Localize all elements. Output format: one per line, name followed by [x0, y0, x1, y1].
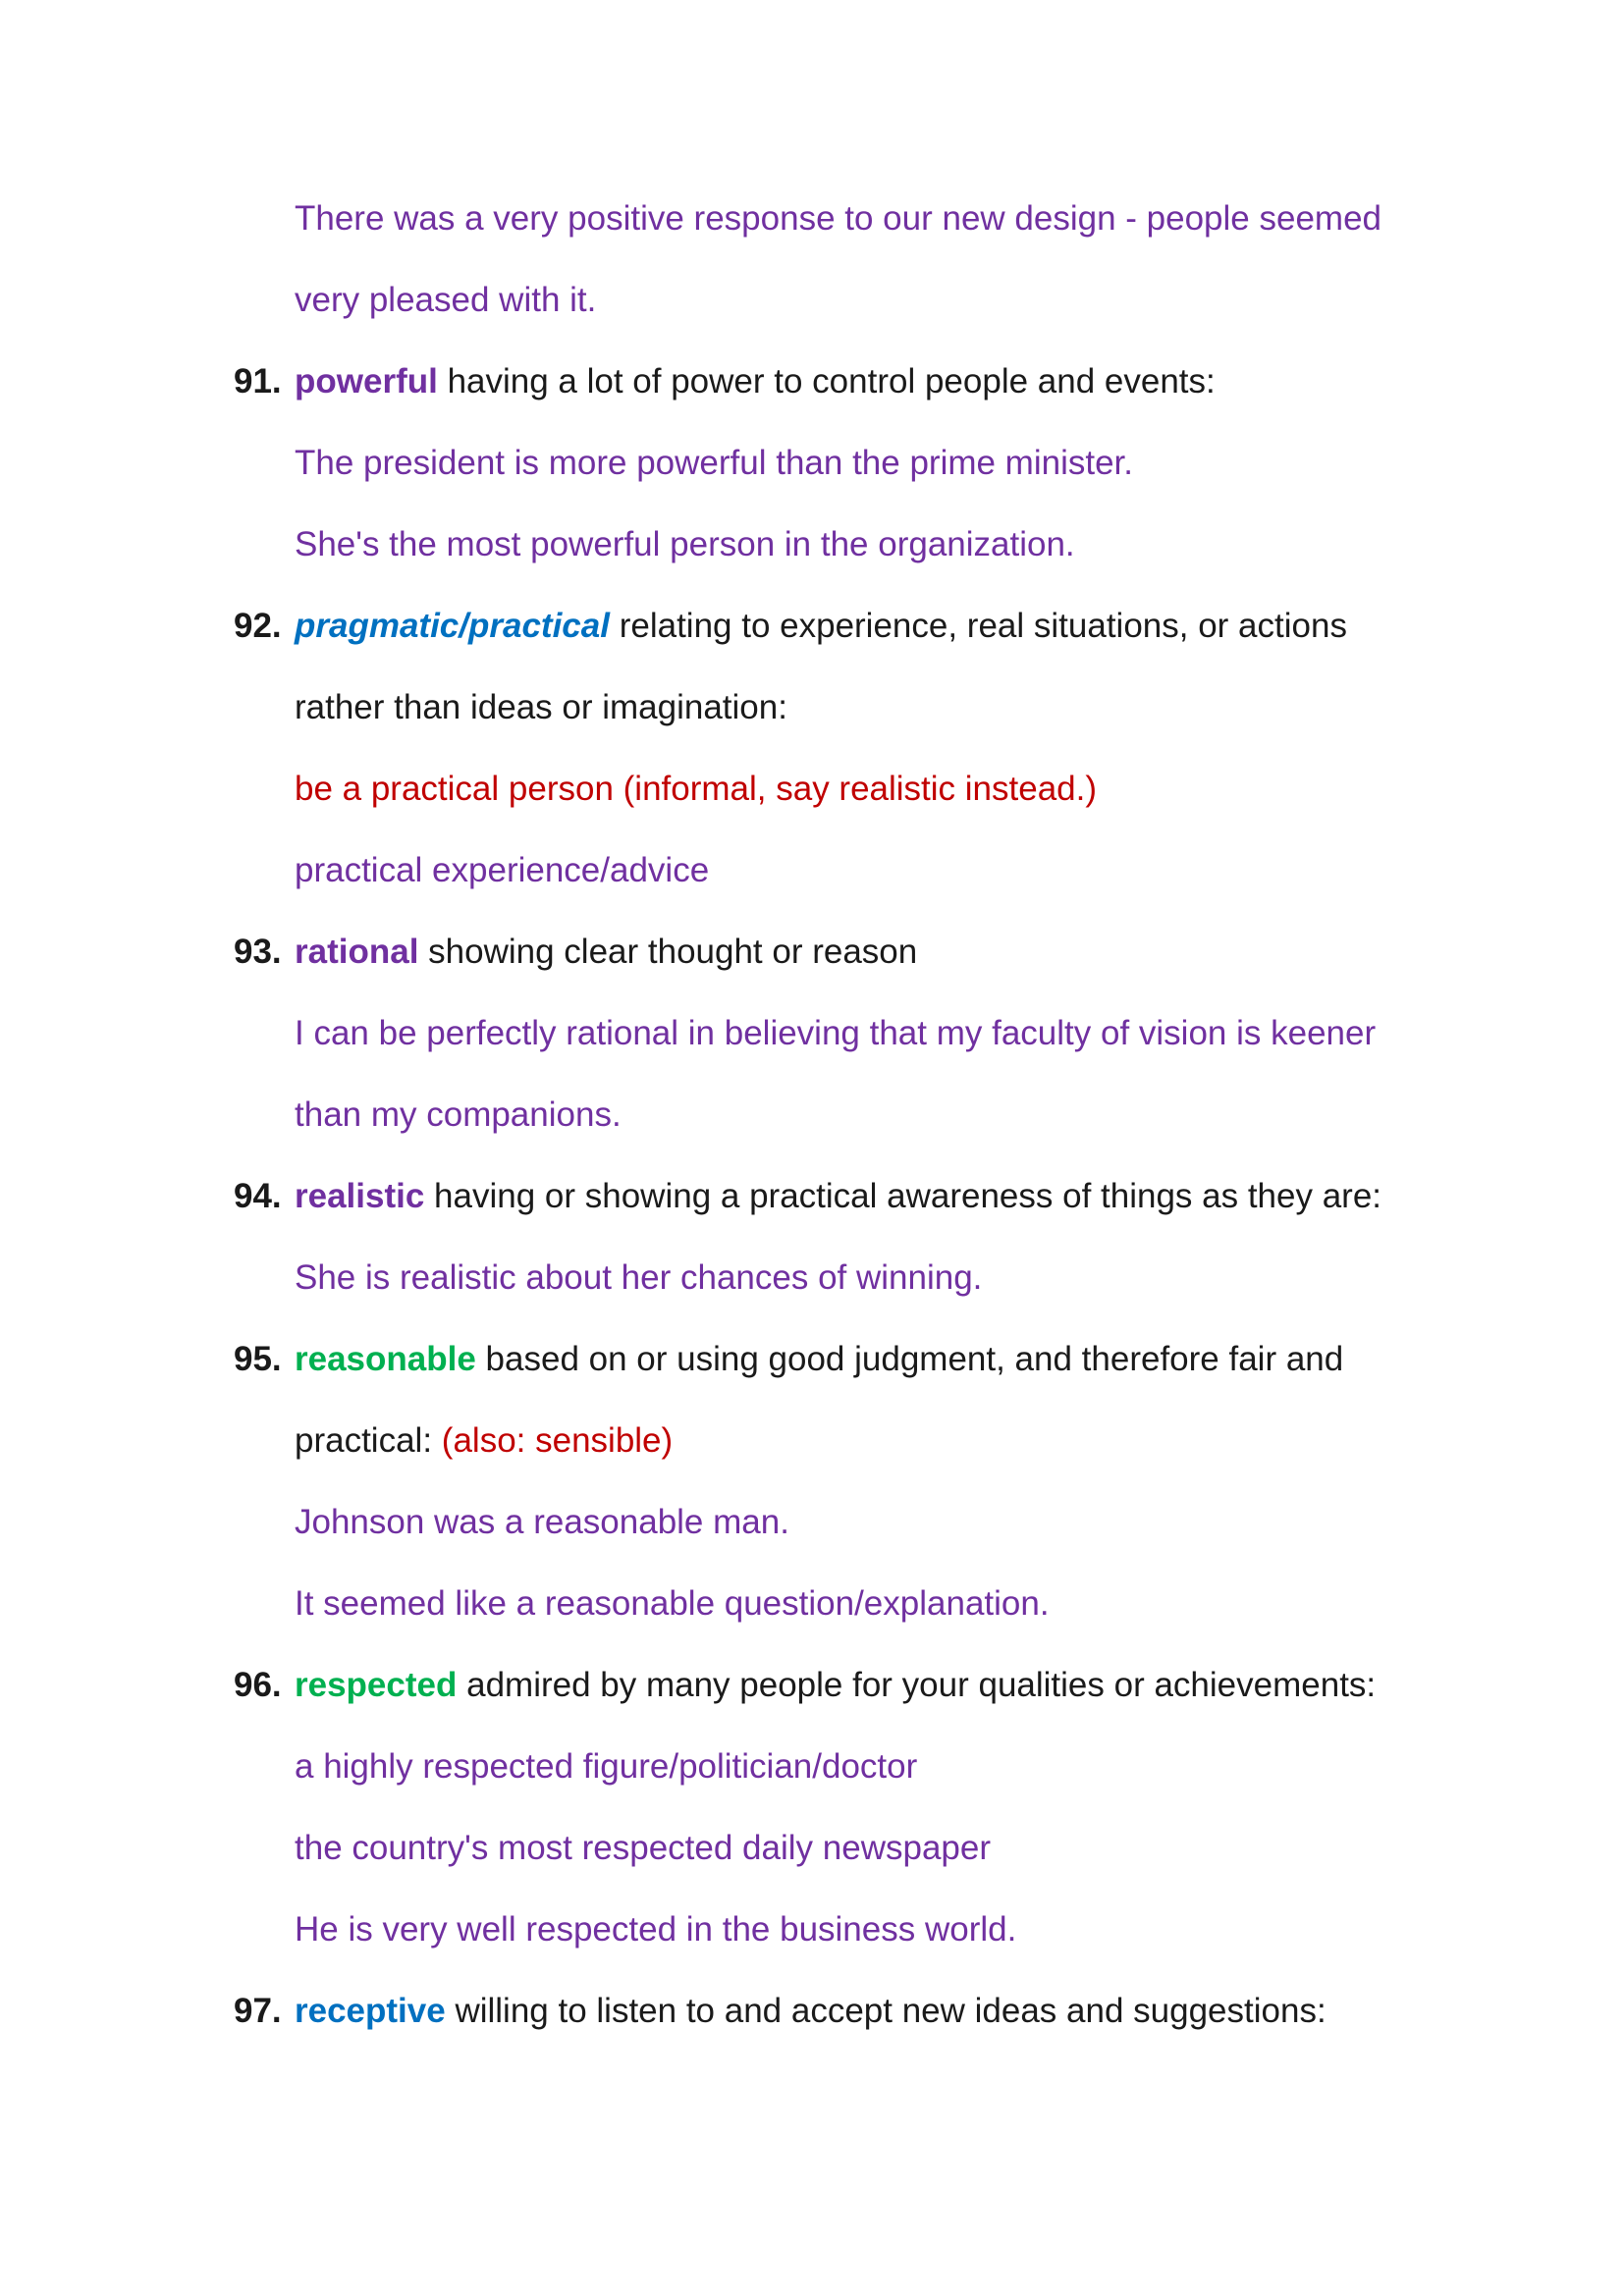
entry-definition: having a lot of power to control people and events:	[447, 362, 1216, 400]
example-line: Johnson was a reasonable man.	[295, 1503, 789, 1541]
example-line: He is very well respected in the business world.	[295, 1910, 1017, 1949]
definition-text: practical:	[295, 1421, 433, 1460]
entry-definition: relating to experience, real situations, or actions	[619, 607, 1347, 645]
entry-definition: showing clear thought or reason	[428, 933, 918, 971]
example-line: practical experience/advice	[295, 851, 710, 889]
entry-term: rational	[295, 933, 419, 971]
example-line: She is realistic about her chances of winning.	[295, 1258, 983, 1297]
entry-definition: admired by many people for your qualities or achievements:	[466, 1666, 1377, 1704]
entry-number: 95.	[234, 1340, 282, 1378]
usage-note: (also: sensible)	[441, 1421, 674, 1460]
entry-term: reasonable	[295, 1340, 476, 1378]
entry-number: 97.	[234, 1992, 282, 2030]
entry-number: 94.	[234, 1177, 282, 1215]
example-line: a highly respected figure/politician/doctor	[295, 1747, 918, 1786]
example-line: It seemed like a reasonable question/explanation.	[295, 1584, 1050, 1623]
entry-term: powerful	[295, 362, 438, 400]
example-line: than my companions.	[295, 1095, 622, 1134]
entry-term: receptive	[295, 1992, 446, 2030]
entry-definition: willing to listen to and accept new ideas and suggestions:	[455, 1992, 1326, 2030]
example-line: The president is more powerful than the prime minister.	[295, 444, 1133, 482]
example-line: There was a very positive response to our new design - people seemed	[295, 199, 1381, 238]
entry-number: 92.	[234, 607, 282, 645]
example-line: the country's most respected daily newspaper	[295, 1829, 991, 1867]
entry-definition-continued: rather than ideas or imagination:	[295, 688, 787, 726]
entry-definition-continued	[295, 1423, 673, 1458]
entry-number: 93.	[234, 933, 282, 971]
example-line: She's the most powerful person in the organization.	[295, 525, 1075, 563]
entry-term: realistic	[295, 1177, 425, 1215]
entry-number: 96.	[234, 1666, 282, 1704]
usage-note: be a practical person (informal, say realistic instead.)	[295, 770, 1098, 808]
entry-term: respected	[295, 1666, 458, 1704]
entry-number: 91.	[234, 362, 282, 400]
example-line: very pleased with it.	[295, 281, 597, 319]
entry-definition: based on or using good judgment, and therefore fair and	[485, 1340, 1344, 1378]
entry-definition: having or showing a practical awareness of things as they are:	[434, 1177, 1382, 1215]
example-line: I can be perfectly rational in believing that my faculty of vision is keener	[295, 1014, 1377, 1052]
entry-term: pragmatic/practical	[295, 607, 610, 645]
